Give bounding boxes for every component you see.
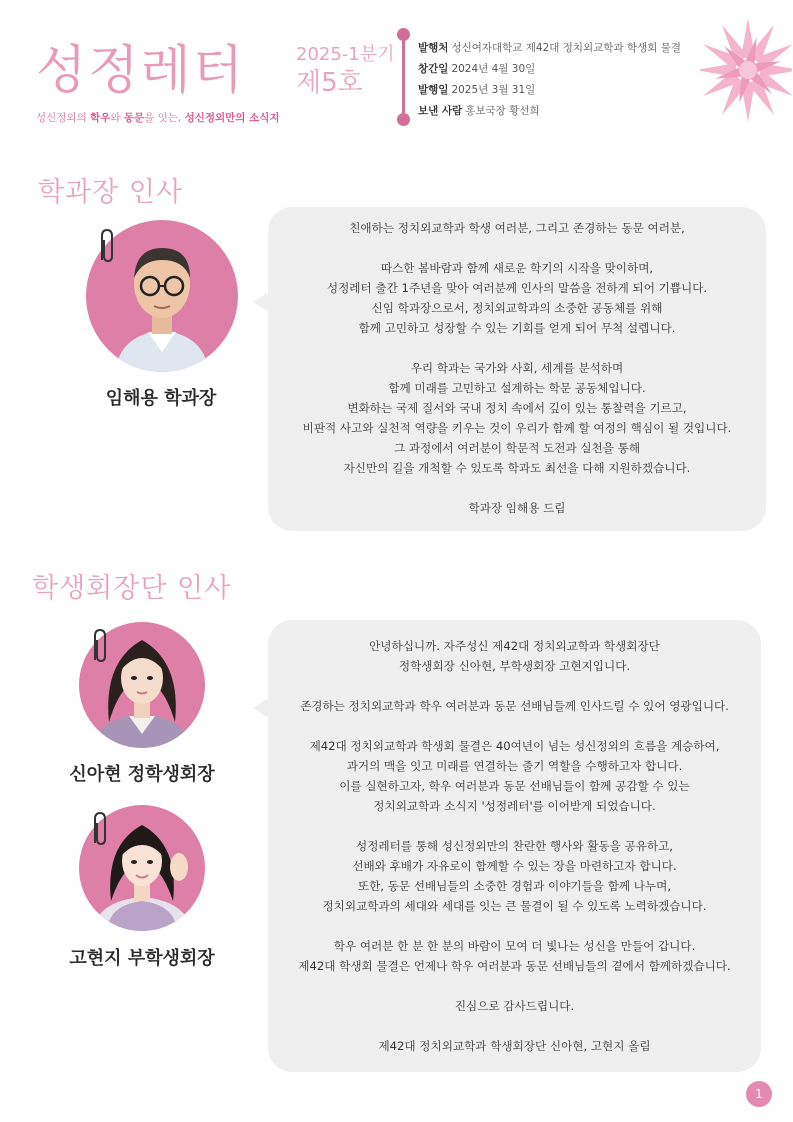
meta-value: 2024년 4월 30일 xyxy=(451,63,536,75)
message-line: 제42대 정치외교학과 학생회 물결은 40여년이 넘는 성신정외의 흐름을 계승하여, xyxy=(309,739,720,753)
message-line xyxy=(278,338,756,358)
message-line: 신임 학과장으로서, 정치외교학과의 소중한 공동체를 위해 xyxy=(371,301,663,315)
meta-key: 발행처 xyxy=(418,42,449,54)
paperclip-icon xyxy=(89,628,109,664)
meta-divider-dot xyxy=(397,28,410,41)
council-message-bubble xyxy=(268,620,761,1072)
message-line xyxy=(278,916,751,936)
newsletter-title: 성정레터 xyxy=(36,41,245,101)
message-line xyxy=(278,716,751,736)
message-line: 진심으로 감사드립니다. xyxy=(454,999,575,1013)
message-line xyxy=(278,676,751,696)
issue-info xyxy=(296,46,395,96)
message-line: 비판적 사고와 실천적 역량을 키우는 것이 우리가 함께 할 여정의 핵심이 될 것입니다. xyxy=(302,421,732,435)
message-line xyxy=(278,816,751,836)
message-line: 학과장 임해용 드림 xyxy=(468,501,566,515)
section-title-council: 학생회장단 인사 xyxy=(32,573,232,604)
publication-meta xyxy=(418,38,681,122)
message-line: 정치외교학과의 세대와 세대를 잇는 큰 물결이 될 수 있도록 노력하겠습니다. xyxy=(322,899,707,913)
message-line xyxy=(278,478,756,498)
message-line: 우리 학과는 국가와 사회, 세계를 분석하며 xyxy=(410,361,624,375)
message-line: 존경하는 정치외교학과 학우 여러분과 동문 선배님들께 인사드릴 수 있어 영광입니다. xyxy=(300,699,729,713)
section-title-chair: 학과장 인사 xyxy=(38,177,183,208)
meta-row xyxy=(418,38,681,59)
vice-president-name: 고현지 부학생회장 xyxy=(69,948,215,969)
message-line: 따스한 봄바람과 함께 새로운 학기의 시작을 맞이하며, xyxy=(380,261,654,275)
message-line: 안녕하십니까. 자주성신 제42대 정치외교학과 학생회장단 xyxy=(369,639,660,653)
message-line xyxy=(278,976,751,996)
subtitle-part: 을 잇는, xyxy=(144,112,185,124)
message-line: 선배와 후배가 자유로이 함께할 수 있는 장을 마련하고자 합니다. xyxy=(352,859,677,873)
message-line: 그 과정에서 여러분이 학문적 도전과 실천을 통해 xyxy=(393,441,641,455)
page-number: 1 xyxy=(746,1081,772,1107)
subtitle-emphasis: 동문 xyxy=(123,112,145,124)
meta-row xyxy=(418,59,681,80)
meta-value: 홍보국장 황선희 xyxy=(465,105,540,117)
meta-divider xyxy=(402,34,405,120)
message-line: 이를 실현하고자, 학우 여러분과 동문 선배님들이 함께 공감할 수 있는 xyxy=(339,779,690,793)
message-line xyxy=(278,238,756,258)
issue-number: 제5호 xyxy=(296,68,363,98)
message-line: 자신만의 길을 개척할 수 있도록 학과도 최선을 다해 지원하겠습니다. xyxy=(343,461,691,475)
meta-divider-dot xyxy=(397,113,410,126)
message-line: 성정레터를 통해 성신정외만의 찬란한 행사와 활동을 공유하고, xyxy=(356,839,673,853)
issue-year: 2025-1분기 xyxy=(296,44,395,65)
president-name: 신아현 정학생회장 xyxy=(69,764,215,785)
message-line: 성정레터 출간 1주년을 맞아 여러분께 인사의 말씀을 전하게 되어 기쁩니다. xyxy=(326,281,708,295)
speech-bubble-tail xyxy=(253,698,269,718)
message-line: 정치외교학과 소식지 '성정레터'를 이어받게 되었습니다. xyxy=(373,799,656,813)
message-line: 정학생회장 신아현, 부학생회장 고현지입니다. xyxy=(398,659,631,673)
chair-message-bubble xyxy=(268,207,766,531)
subtitle-part: 성신정외의 xyxy=(36,112,91,124)
meta-row xyxy=(418,101,681,122)
meta-key: 창간일 xyxy=(418,63,449,75)
message-line: 함께 미래를 고민하고 설계하는 학문 공동체입니다. xyxy=(388,381,646,395)
flower-decoration-icon xyxy=(700,12,792,124)
meta-key: 보낸 사람 xyxy=(418,105,463,117)
message-line: 또한, 동문 선배님들의 소중한 경험과 이야기들을 함께 나누며, xyxy=(357,879,672,893)
meta-key: 발행일 xyxy=(418,84,449,96)
message-line: 함께 고민하고 성장할 수 있는 기회를 얻게 되어 무척 설렙니다. xyxy=(358,321,676,335)
speech-bubble-tail xyxy=(253,292,269,312)
message-line: 제42대 학생회 물결은 언제나 학우 여러분과 동문 선배님들의 곁에서 함께하겠습니다. xyxy=(298,959,731,973)
chair-name: 임해용 학과장 xyxy=(105,388,217,409)
message-line xyxy=(278,1016,751,1036)
meta-value: 성신여자대학교 제42대 정치외교학과 학생회 물결 xyxy=(451,42,682,54)
message-line: 친애하는 정치외교학과 학생 여러분, 그리고 존경하는 동문 여러분, xyxy=(349,221,685,235)
message-line: 과거의 맥을 잇고 미래를 연결하는 줄기 역할을 수행하고자 합니다. xyxy=(346,759,683,773)
meta-value: 2025년 3월 31일 xyxy=(451,84,536,96)
message-line: 학우 여러분 한 분 한 분의 바람이 모여 더 빛나는 성신을 만들어 갑니다. xyxy=(333,939,696,953)
message-line: 제42대 정치외교학과 학생회장단 신아현, 고현지 올림 xyxy=(378,1039,651,1053)
subtitle-emphasis: 성신정외만의 소식지 xyxy=(184,112,280,124)
subtitle-part: 와 xyxy=(110,112,124,124)
meta-row xyxy=(418,80,681,101)
paperclip-icon xyxy=(96,228,116,264)
paperclip-icon xyxy=(89,811,109,847)
message-line: 변화하는 국제 질서와 국내 정치 속에서 깊이 있는 통찰력을 기르고, xyxy=(347,401,687,415)
subtitle-emphasis: 학우 xyxy=(90,112,111,124)
newsletter-subtitle xyxy=(36,110,280,125)
